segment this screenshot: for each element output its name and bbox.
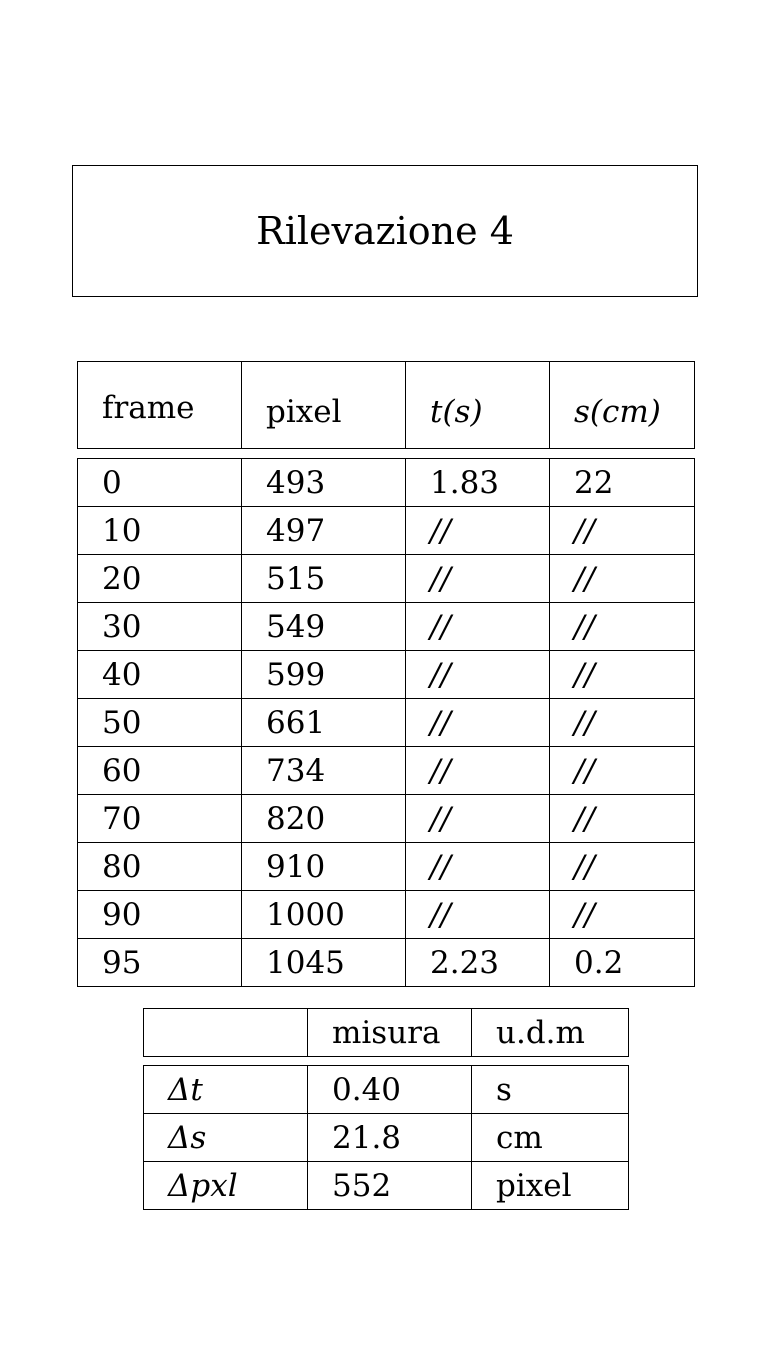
summary-quantity: Δt	[144, 1066, 308, 1114]
cell-time: //	[406, 507, 550, 555]
cell-space: //	[550, 507, 695, 555]
cell-frame: 90	[78, 891, 242, 939]
header-time: t(s)	[406, 362, 550, 449]
table-row	[78, 699, 695, 747]
cell-space: //	[550, 603, 695, 651]
cell-frame: 60	[78, 747, 242, 795]
summary-header-measure: misura	[308, 1009, 472, 1057]
table-row	[78, 747, 695, 795]
cell-time: 2.23	[406, 939, 550, 987]
cell-pixel: 493	[242, 459, 406, 507]
summary-quantity: Δs	[144, 1114, 308, 1162]
cell-frame: 0	[78, 459, 242, 507]
summary-quantity: Δpxl	[144, 1162, 308, 1210]
cell-pixel: 497	[242, 507, 406, 555]
summary-value: 552	[308, 1162, 472, 1210]
cell-time: //	[406, 795, 550, 843]
cell-pixel: 661	[242, 699, 406, 747]
cell-pixel: 1000	[242, 891, 406, 939]
summary-table	[143, 1008, 629, 1210]
cell-frame: 95	[78, 939, 242, 987]
table-row	[78, 603, 695, 651]
cell-time: //	[406, 555, 550, 603]
cell-space: //	[550, 699, 695, 747]
cell-frame: 30	[78, 603, 242, 651]
table-header-row	[78, 362, 695, 449]
cell-frame: 10	[78, 507, 242, 555]
summary-unit: s	[472, 1066, 629, 1114]
cell-space: //	[550, 795, 695, 843]
cell-pixel: 1045	[242, 939, 406, 987]
summary-row	[144, 1162, 629, 1210]
cell-space: 22	[550, 459, 695, 507]
cell-space: //	[550, 747, 695, 795]
summary-header-row	[144, 1009, 629, 1057]
table-row	[78, 843, 695, 891]
summary-value: 0.40	[308, 1066, 472, 1114]
data-table	[77, 361, 695, 987]
cell-pixel: 734	[242, 747, 406, 795]
summary-value: 21.8	[308, 1114, 472, 1162]
cell-time: //	[406, 603, 550, 651]
header-frame: frame	[78, 362, 242, 449]
summary-unit: pixel	[472, 1162, 629, 1210]
cell-time: //	[406, 651, 550, 699]
cell-pixel: 515	[242, 555, 406, 603]
cell-frame: 80	[78, 843, 242, 891]
cell-frame: 40	[78, 651, 242, 699]
cell-frame: 50	[78, 699, 242, 747]
summary-header-unit: u.d.m	[472, 1009, 629, 1057]
cell-time: //	[406, 699, 550, 747]
cell-pixel: 820	[242, 795, 406, 843]
header-space: s(cm)	[550, 362, 695, 449]
cell-space: //	[550, 843, 695, 891]
cell-space: //	[550, 651, 695, 699]
cell-space: //	[550, 555, 695, 603]
table-row	[78, 459, 695, 507]
cell-pixel: 599	[242, 651, 406, 699]
header-pixel: pixel	[242, 362, 406, 449]
table-row	[78, 795, 695, 843]
cell-pixel: 549	[242, 603, 406, 651]
cell-time: 1.83	[406, 459, 550, 507]
cell-frame: 20	[78, 555, 242, 603]
table-row	[78, 555, 695, 603]
cell-frame: 70	[78, 795, 242, 843]
summary-header-empty	[144, 1009, 308, 1057]
cell-time: //	[406, 843, 550, 891]
cell-pixel: 910	[242, 843, 406, 891]
table-row	[78, 939, 695, 987]
page-title: Rilevazione 4	[72, 165, 698, 297]
table-row	[78, 507, 695, 555]
summary-row	[144, 1066, 629, 1114]
cell-time: //	[406, 747, 550, 795]
cell-time: //	[406, 891, 550, 939]
table-row	[78, 651, 695, 699]
cell-space: //	[550, 891, 695, 939]
summary-row	[144, 1114, 629, 1162]
summary-unit: cm	[472, 1114, 629, 1162]
table-row	[78, 891, 695, 939]
cell-space: 0.2	[550, 939, 695, 987]
